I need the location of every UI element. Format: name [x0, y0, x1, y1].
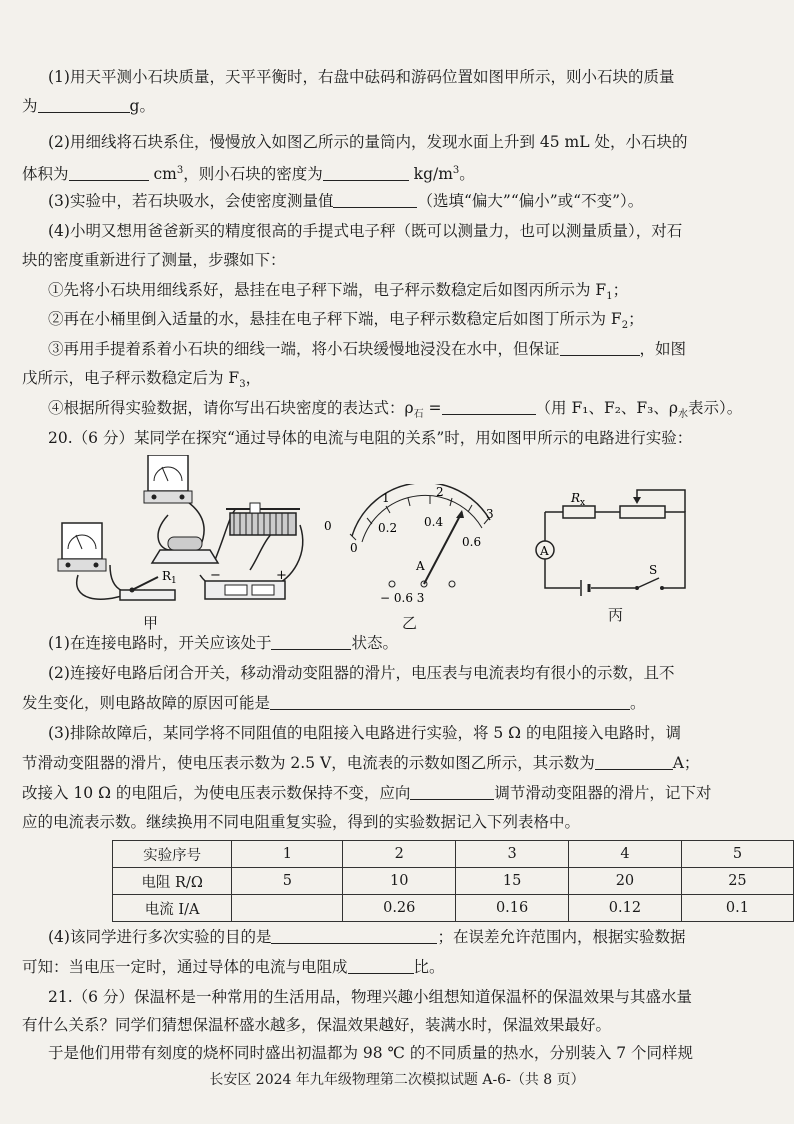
- resistor-r1-icon: [152, 537, 218, 563]
- table-cell: 5: [681, 841, 793, 868]
- table-cell: 0.16: [456, 895, 569, 922]
- q19-step3-line2: 戊所示，电子秤示数稳定后为 $F_3$，: [22, 369, 262, 391]
- table-cell: 2: [343, 841, 456, 868]
- table-header-cell: 电阻 R/Ω: [113, 868, 232, 895]
- pointer-head-icon: [456, 510, 464, 518]
- battery-icon: [205, 581, 285, 599]
- q20-part3-line4: 应的电流表示数。继续换用不同电阻重复实验，得到的实验数据记入下列表格中。: [22, 813, 581, 831]
- q19-step4: ④根据所得实验数据，请你写出石块密度的表达式：$\rho_石$ = （用 F₁、F₂、F₃、$\rho_水$表示）。: [48, 399, 743, 421]
- table-cell-blank[interactable]: [232, 895, 343, 922]
- q19-step2: ②再在小桶里倒入适量的水，悬挂在电子秤下端，电子秤示数稳定后如图丁所示为 $F_2$；: [48, 310, 644, 332]
- table-cell: 4: [569, 841, 682, 868]
- q20-part3-line2: 节滑动变阻器的滑片，使电压表示数为 2.5 V，电流表的示数如图乙所示，其示数为 A；: [22, 754, 700, 772]
- answer-blank[interactable]: [270, 693, 630, 710]
- answer-blank[interactable]: [410, 783, 494, 800]
- q20-part3-line1: (3)排除故障后，某同学将不同阻值的电阻接入电路进行实验，将 5 Ω 的电阻接入电路时，调: [48, 724, 681, 742]
- answer-blank[interactable]: [560, 339, 640, 356]
- answer-blank[interactable]: [442, 398, 536, 415]
- answer-blank[interactable]: [323, 164, 409, 181]
- q20-part2-line1: (2)连接好电路后闭合开关，移动滑动变阻器的滑片，电压表与电流表均有很小的示数，且不: [48, 664, 675, 682]
- slider-arrow-icon: [633, 497, 641, 504]
- table-cell: 15: [456, 868, 569, 895]
- q20-part3-line3: 改接入 10 Ω 的电阻后，为使电压表示数保持不变，应向 调节滑动变阻器的滑片，记下对: [22, 784, 712, 802]
- q20-part1: (1)在连接电路时，开关应该处于 状态。: [48, 634, 398, 652]
- q20-part4-line2: 可知：当电压一定时，通过导体的电流与电阻成 比。: [22, 958, 445, 976]
- r1-label: $R_1$: [162, 569, 177, 586]
- resistor-rx-icon: [563, 506, 595, 518]
- ammeter-icon: [58, 523, 106, 571]
- table-cell: 0.1: [681, 895, 793, 922]
- q19-part1-line2: 为 g。: [22, 97, 155, 115]
- dial-tick-top-2: 2: [436, 485, 444, 499]
- answer-blank[interactable]: [271, 927, 437, 944]
- table-cell: 0.26: [343, 895, 456, 922]
- q20-intro: 20.（6 分）某同学在探究“通过导体的电流与电阻的关系”时，用如图甲所示的电路进行实验：: [48, 429, 693, 447]
- table-cell: 5: [232, 868, 343, 895]
- rheostat-symbol-icon: [620, 506, 665, 518]
- q19-part1-line1: (1)用天平测小石块质量，天平平衡时，右盘中砝码和游码位置如图甲所示，则小石块的质量: [48, 68, 675, 86]
- q21-line2: 有什么关系？同学们猜想保温杯盛水越多，保温效果越好，装满水时，保温效果最好。: [22, 1016, 612, 1034]
- battery-minus: −: [210, 568, 221, 583]
- experiment-data-table: [112, 840, 794, 922]
- terminal-icon: [389, 581, 395, 587]
- figure-bing-circuit-diagram: [525, 488, 700, 608]
- figure-jia-apparatus: [50, 455, 320, 615]
- table-row: [113, 841, 794, 868]
- table-header-cell: 电流 I/A: [113, 895, 232, 922]
- dial-ticks: [350, 496, 489, 540]
- q20-part2-line2: 发生变化，则电路故障的原因可能是 。: [22, 694, 646, 712]
- dial-tick-bottom-0: 0: [350, 541, 358, 555]
- dial-unit: A: [416, 559, 425, 573]
- q19-part3: (3)实验中，若石块吸水，会使密度测量值 （选填“偏大”“偏小”或“不变”）。: [48, 192, 644, 210]
- rx-label: $R_x$: [571, 491, 586, 508]
- q19-part2-line1: (2)用细线将石块系住，慢慢放入如图乙所示的量筒内，发现水面上升到 45 mL 处，小石块的: [48, 133, 688, 151]
- q19-step3-line1: ③再用手提着系着小石块的细线一端，将小石块缓慢地浸没在水中，但保证 ，如图: [48, 340, 687, 358]
- table-cell: 10: [343, 868, 456, 895]
- q21-line3: 于是他们用带有刻度的烧杯同时盛出初温都为 98 ℃ 的不同质量的热水，分别装入 7 个同样规: [48, 1044, 694, 1062]
- table-cell: 0.12: [569, 895, 682, 922]
- dial-tick-top-0: 0: [324, 519, 332, 533]
- page-footer: 长安区 2024 年九年级物理第二次模拟试题 A-6-（共 8 页）: [209, 1072, 585, 1088]
- dial-terminal-labels: − 0.6 3: [380, 591, 425, 605]
- answer-blank[interactable]: [595, 753, 673, 770]
- answer-blank[interactable]: [271, 633, 351, 650]
- table-row: [113, 868, 794, 895]
- table-cell: 25: [681, 868, 793, 895]
- dial-tick-bottom-0-2: 0.2: [378, 521, 398, 535]
- answer-blank[interactable]: [333, 191, 417, 208]
- table-cell: 20: [569, 868, 682, 895]
- answer-blank[interactable]: [69, 164, 149, 181]
- figure-jia-caption: 甲: [143, 614, 159, 632]
- q20-part4-line1: (4)该同学进行多次实验的目的是 ；在误差允许范围内，根据实验数据: [48, 928, 686, 946]
- dial-tick-top-3: 3: [486, 507, 494, 521]
- dial-tick-bottom-0-6: 0.6: [462, 535, 482, 549]
- answer-blank[interactable]: [38, 96, 130, 113]
- battery-plus: +: [276, 568, 287, 583]
- voltmeter-icon: [144, 455, 192, 503]
- table-row: [113, 895, 794, 922]
- figure-bing-caption: 丙: [608, 606, 624, 624]
- dial-tick-bottom-0-4: 0.4: [424, 515, 444, 529]
- table-cell: 3: [456, 841, 569, 868]
- ammeter-symbol-label: A: [540, 544, 549, 558]
- q21-line1: 21.（6 分）保温杯是一种常用的生活用品，物理兴趣小组想知道保温杯的保温效果与其盛水量: [48, 988, 692, 1006]
- table-header-cell: 实验序号: [113, 841, 232, 868]
- q19-part4-line2: 块的密度重新进行了测量，步骤如下：: [22, 251, 286, 269]
- rheostat-icon: [226, 503, 300, 535]
- figure-yi-caption: 乙: [402, 614, 418, 632]
- q19-step1: ①先将小石块用细线系好，悬挂在电子秤下端，电子秤示数稳定后如图丙所示为 $F_1$；: [48, 281, 629, 303]
- terminal-icon: [449, 581, 455, 587]
- dial-tick-top-1: 1: [382, 491, 390, 505]
- table-cell: 1: [232, 841, 343, 868]
- q19-part4-line1: (4)小明又想用爸爸新买的精度很高的手提式电子秤（既可以测量力，也可以测量质量），对石: [48, 222, 683, 240]
- answer-blank[interactable]: [348, 957, 414, 974]
- q19-part2-line2: 体积为 $cm^3$，则小石块的密度为 $kg/m^3$。: [22, 165, 475, 184]
- switch-symbol-label: S: [649, 563, 658, 577]
- figure-yi-ammeter-dial: [320, 484, 510, 614]
